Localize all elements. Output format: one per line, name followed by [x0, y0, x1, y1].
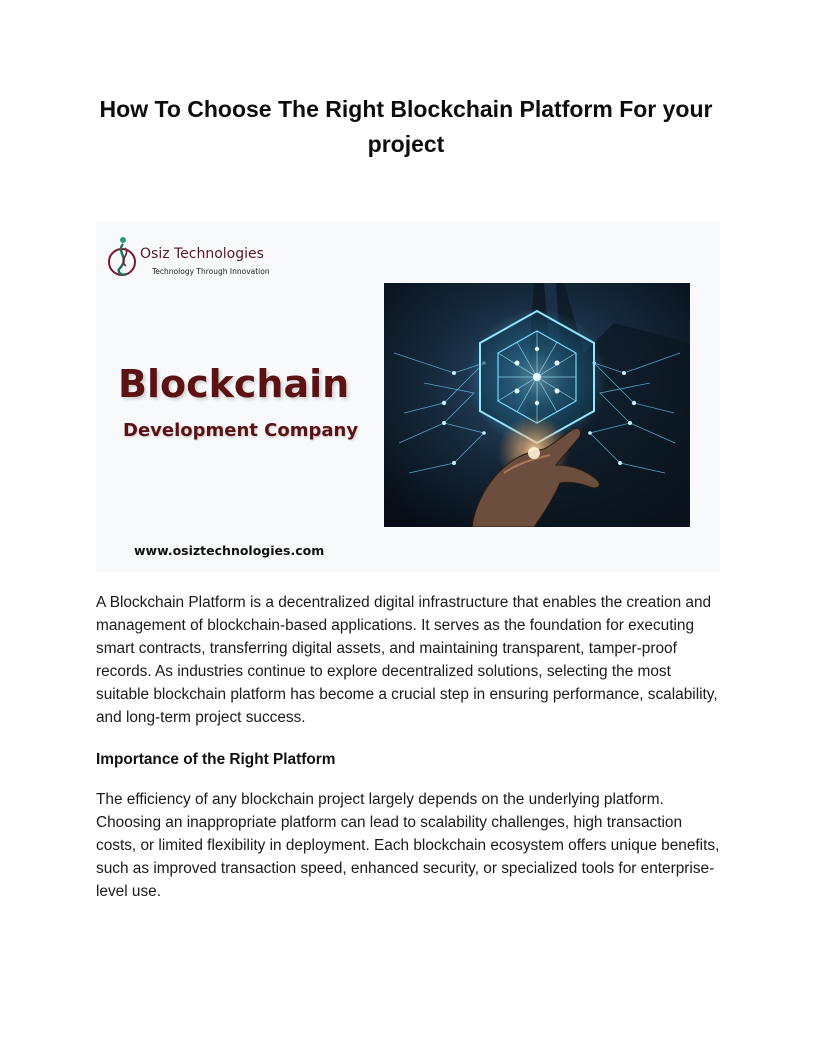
section-heading: Importance of the Right Platform: [96, 751, 336, 768]
company-logo: [106, 234, 276, 282]
logo-tagline: Technology Through Innovation: [152, 267, 270, 276]
blockchain-hero-illustration: [384, 283, 690, 527]
logo-mark-icon: [106, 234, 140, 282]
banner-website: www.osiztechnologies.com: [134, 543, 325, 558]
banner-image: [96, 222, 720, 572]
banner-headline: Blockchain: [118, 362, 350, 406]
logo-name: Osiz Technologies: [140, 246, 264, 262]
intro-paragraph: A Blockchain Platform is a decentralized digital infrastructure that enables the creation and management of blockchain-based applications. It serves as the foundation for executing smart contracts, transferring digital assets, and maintaining transparent, tamper-proof records. As industries continue to explore decentralized solutions, selecting the most suitable blockchain platform has become a crucial step in ensuring performance, scalability, and long-term project success.: [96, 594, 718, 726]
banner-subheadline: Development Company: [123, 420, 359, 441]
page-title: How To Choose The Right Blockchain Platform For your project: [99, 96, 713, 157]
section-paragraph: The efficiency of any blockchain project largely depends on the underlying platform. Choosing an inappropriate platform can lead to scalability challenges, high transaction costs, or limited flexibility in deployment. Each blockchain ecosystem offers unique benefits, such as improved transaction speed, enhanced security, or specialized tools for enterprise-level use.: [96, 791, 720, 900]
